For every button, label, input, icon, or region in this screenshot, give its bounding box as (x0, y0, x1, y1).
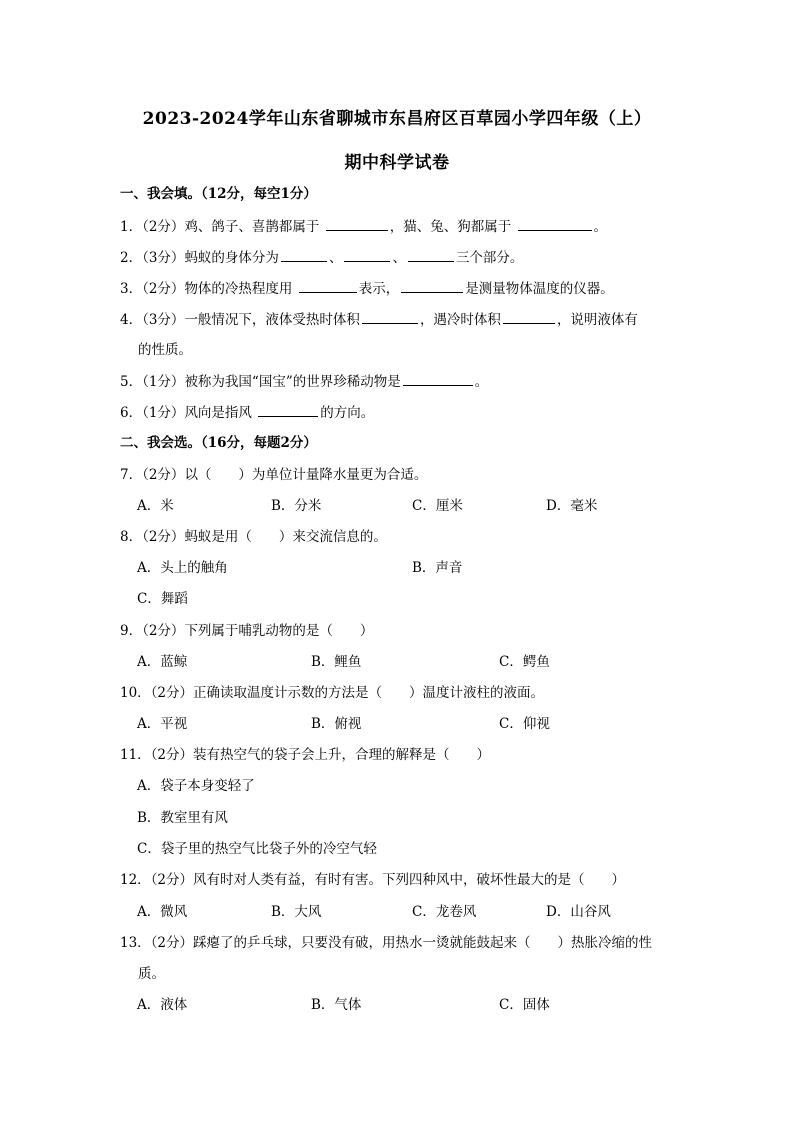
page-subtitle: 期中科学试卷 (344, 153, 450, 173)
question-13-continuation: 质。 (138, 966, 165, 982)
section-heading-2: 二、我会选。（16分，每题2分） (120, 435, 317, 451)
option-d[interactable]: D．毫米 (546, 498, 598, 514)
option-a[interactable]: A．米 (137, 498, 174, 514)
option-b[interactable]: B．教室里有风 (137, 810, 228, 826)
question-9: 9．（2分）下列属于哺乳动物的是（ ） (120, 623, 374, 639)
question-12: 12．（2分）风有时对人类有益，有时有害。下列四种风中，破坏性最大的是（ ） (120, 872, 626, 888)
option-a[interactable]: A．微风 (137, 904, 188, 920)
question-4-continuation: 的性质。 (138, 342, 192, 358)
answer-blank[interactable] (344, 248, 390, 262)
question-11: 11．（2分）装有热空气的袋子会上升，合理的解释是（ ） (120, 747, 491, 763)
option-a[interactable]: A．液体 (137, 997, 188, 1013)
option-b[interactable]: B．大风 (271, 904, 322, 920)
question-2: 2．（3分）蚂蚁的身体分为 、 、 三个部分。 (120, 250, 524, 266)
option-b[interactable]: B．鲤鱼 (311, 654, 362, 670)
option-b[interactable]: B．分米 (271, 498, 322, 514)
question-10: 10．（2分）正确读取温度计示数的方法是（ ）温度计液柱的液面。 (120, 685, 545, 701)
question-13: 13．（2分）踩瘪了的乒乓球，只要没有破，用热水一烫就能鼓起来（ ）热胀冷缩的性 (120, 935, 653, 951)
section-heading-1: 一、我会填。（12分，每空1分） (120, 186, 317, 202)
answer-blank[interactable] (258, 403, 318, 417)
option-a[interactable]: A．平视 (137, 716, 188, 732)
answer-blank[interactable] (281, 248, 327, 262)
option-a[interactable]: A．头上的触角 (137, 560, 228, 576)
option-c[interactable]: C．袋子里的热空气比袋子外的冷空气轻 (137, 841, 377, 857)
option-b[interactable]: B．气体 (311, 997, 362, 1013)
answer-blank[interactable] (403, 372, 473, 386)
option-a[interactable]: A．蓝鲸 (137, 654, 188, 670)
question-3: 3．（2分）物体的冷热程度用 表示， 是测量物体温度的仪器。 (120, 281, 614, 297)
answer-blank[interactable] (362, 310, 418, 324)
page-title: 2023-2024学年山东省聊城市东昌府区百草园小学四年级（上） (142, 109, 652, 129)
answer-blank[interactable] (503, 310, 555, 324)
question-8: 8．（2分）蚂蚁是用（ ）来交流信息的。 (120, 529, 387, 545)
question-5: 5．（1分）被称为我国“国宝”的世界珍稀动物是 。 (120, 374, 489, 390)
option-c[interactable]: C．仰视 (499, 716, 550, 732)
option-c[interactable]: C．鳄鱼 (499, 654, 550, 670)
option-c[interactable]: C．舞蹈 (137, 591, 188, 607)
answer-blank[interactable] (401, 279, 463, 293)
option-b[interactable]: B．声音 (412, 560, 463, 576)
option-d[interactable]: D．山谷风 (546, 904, 611, 920)
answer-blank[interactable] (299, 279, 357, 293)
option-b[interactable]: B．俯视 (311, 716, 362, 732)
option-c[interactable]: C．厘米 (412, 498, 463, 514)
option-a[interactable]: A．袋子本身变轻了 (137, 778, 255, 794)
question-6: 6．（1分）风向是指风 的方向。 (120, 405, 375, 421)
option-c[interactable]: C．固体 (499, 997, 550, 1013)
answer-blank[interactable] (518, 217, 592, 231)
question-7: 7．（2分）以（ ）为单位计量降水量更为合适。 (120, 467, 428, 483)
option-c[interactable]: C．龙卷风 (412, 904, 477, 920)
answer-blank[interactable] (408, 248, 454, 262)
question-4: 4．（3分）一般情况下，液体受热时体积 ，遇冷时体积 ，说明液体有 (120, 312, 638, 328)
answer-blank[interactable] (326, 217, 388, 231)
question-1: 1．（2分）鸡、鸽子、喜鹊都属于 ，猫、兔、狗都属于 。 (120, 219, 608, 235)
